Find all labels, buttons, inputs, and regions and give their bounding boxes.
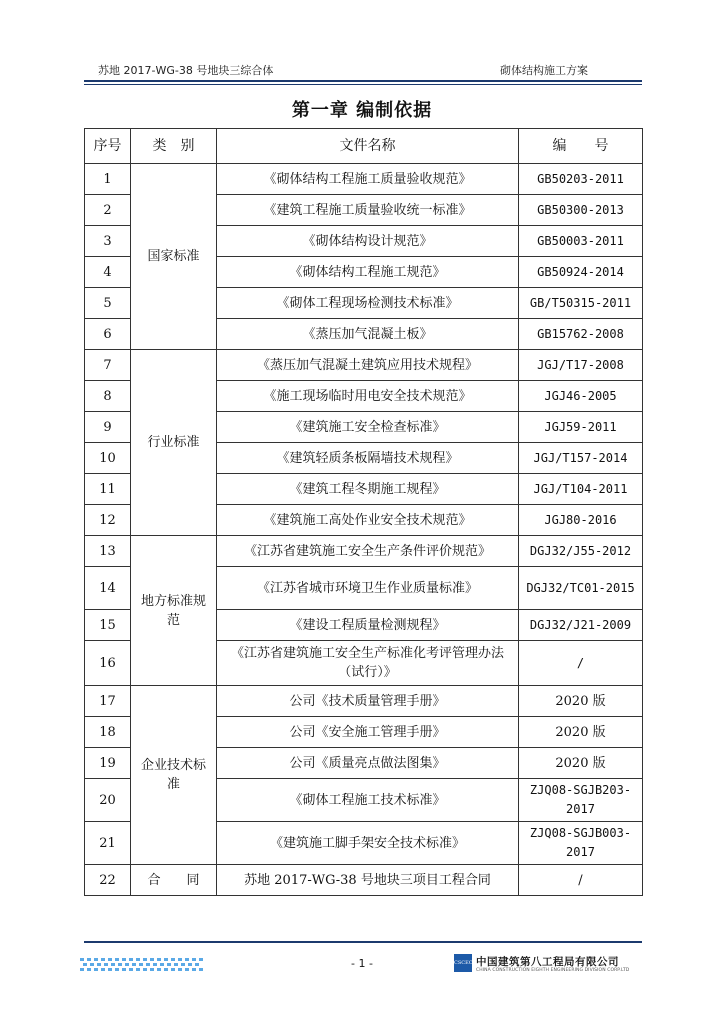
row-no: 13 <box>85 536 131 567</box>
row-code: DGJ32/J55-2012 <box>519 536 643 567</box>
row-name: 《江苏省建筑施工安全生产标准化考评管理办法（试行）》 <box>217 641 519 686</box>
table-row <box>85 536 643 567</box>
table-row <box>85 350 643 381</box>
row-no: 14 <box>85 567 131 610</box>
row-code: JGJ59-2011 <box>519 412 643 443</box>
row-name: 《江苏省建筑施工安全生产条件评价规范》 <box>217 536 519 567</box>
row-name: 《砌体结构工程施工规范》 <box>217 257 519 288</box>
row-name: 公司《安全施工管理手册》 <box>217 717 519 748</box>
row-name: 《砌体结构设计规范》 <box>217 226 519 257</box>
row-name: 《建筑施工高处作业安全技术规范》 <box>217 505 519 536</box>
row-code: DGJ32/J21-2009 <box>519 610 643 641</box>
row-name: 《施工现场临时用电安全技术规范》 <box>217 381 519 412</box>
row-name: 《砌体工程现场检测技术标准》 <box>217 288 519 319</box>
header-rule-thin <box>84 84 642 85</box>
row-code: JGJ46-2005 <box>519 381 643 412</box>
row-code: 2020 版 <box>519 717 643 748</box>
row-no: 3 <box>85 226 131 257</box>
page-number: - 1 - <box>351 957 373 970</box>
row-no: 12 <box>85 505 131 536</box>
row-name: 《建设工程质量检测规程》 <box>217 610 519 641</box>
table-row <box>85 865 643 896</box>
row-name: 《建筑轻质条板隔墙技术规程》 <box>217 443 519 474</box>
category-cell: 合 同 <box>131 865 217 896</box>
row-name: 《蒸压加气混凝土建筑应用技术规程》 <box>217 350 519 381</box>
company-name-english: CHINA CONSTRUCTION EIGHTH ENGINEERING DIVISION CORP.LTD <box>476 968 630 973</box>
row-name: 《建筑施工安全检查标准》 <box>217 412 519 443</box>
row-no: 8 <box>85 381 131 412</box>
row-no: 15 <box>85 610 131 641</box>
row-code: / <box>519 865 643 896</box>
category-cell: 地方标准规范 <box>131 536 217 686</box>
row-code: GB50924-2014 <box>519 257 643 288</box>
row-no: 1 <box>85 164 131 195</box>
row-name: 公司《质量亮点做法图集》 <box>217 748 519 779</box>
row-code: GB50300-2013 <box>519 195 643 226</box>
footer-rule <box>84 941 642 943</box>
header-category: 类 别 <box>131 129 217 164</box>
row-name: 《砌体结构工程施工质量验收规范》 <box>217 164 519 195</box>
table-header-row <box>85 129 643 164</box>
row-name: 《砌体工程施工技术标准》 <box>217 779 519 822</box>
company-name: 中国建筑第八工程局有限公司 <box>476 956 619 968</box>
row-no: 11 <box>85 474 131 505</box>
row-no: 7 <box>85 350 131 381</box>
row-no: 18 <box>85 717 131 748</box>
row-code: JGJ/T104-2011 <box>519 474 643 505</box>
row-no: 10 <box>85 443 131 474</box>
header-seq: 序号 <box>85 129 131 164</box>
header-code: 编 号 <box>519 129 643 164</box>
row-name: 公司《技术质量管理手册》 <box>217 686 519 717</box>
header-project-name: 苏地 2017-WG-38 号地块三综合体 <box>98 64 274 77</box>
row-code: ZJQ08-SGJB003-2017 <box>519 822 643 865</box>
chapter-title: 第一章 编制依据 <box>291 100 433 121</box>
row-code: GB50003-2011 <box>519 226 643 257</box>
row-no: 22 <box>85 865 131 896</box>
table-row <box>85 686 643 717</box>
row-no: 6 <box>85 319 131 350</box>
row-no: 16 <box>85 641 131 686</box>
row-code: 2020 版 <box>519 748 643 779</box>
row-name: 《蒸压加气混凝土板》 <box>217 319 519 350</box>
row-no: 19 <box>85 748 131 779</box>
category-cell: 企业技术标准 <box>131 686 217 865</box>
row-name: 《江苏省城市环境卫生作业质量标准》 <box>217 567 519 610</box>
row-code: JGJ/T157-2014 <box>519 443 643 474</box>
row-no: 9 <box>85 412 131 443</box>
row-code: JGJ/T17-2008 <box>519 350 643 381</box>
row-code: GB/T50315-2011 <box>519 288 643 319</box>
company-logo-icon: CSCEC <box>454 954 472 972</box>
row-no: 21 <box>85 822 131 865</box>
row-name: 《建筑工程施工质量验收统一标准》 <box>217 195 519 226</box>
row-no: 20 <box>85 779 131 822</box>
row-code: JGJ80-2016 <box>519 505 643 536</box>
header-document-name: 文件名称 <box>217 129 519 164</box>
row-name: 《建筑施工脚手架安全技术标准》 <box>217 822 519 865</box>
row-code: GB50203-2011 <box>519 164 643 195</box>
row-code: ZJQ08-SGJB203-2017 <box>519 779 643 822</box>
table-row <box>85 164 643 195</box>
row-code: / <box>519 641 643 686</box>
row-no: 17 <box>85 686 131 717</box>
row-code: 2020 版 <box>519 686 643 717</box>
row-no: 5 <box>85 288 131 319</box>
header-document-title: 砌体结构施工方案 <box>500 64 588 77</box>
row-code: DGJ32/TC01-2015 <box>519 567 643 610</box>
category-cell: 国家标准 <box>131 164 217 350</box>
reference-table <box>84 128 643 896</box>
row-no: 4 <box>85 257 131 288</box>
row-no: 2 <box>85 195 131 226</box>
row-code: GB15762-2008 <box>519 319 643 350</box>
page-header <box>84 60 642 78</box>
row-name: 苏地 2017-WG-38 号地块三项目工程合同 <box>217 865 519 896</box>
category-cell: 行业标准 <box>131 350 217 536</box>
header-rule <box>84 80 642 82</box>
row-name: 《建筑工程冬期施工规程》 <box>217 474 519 505</box>
